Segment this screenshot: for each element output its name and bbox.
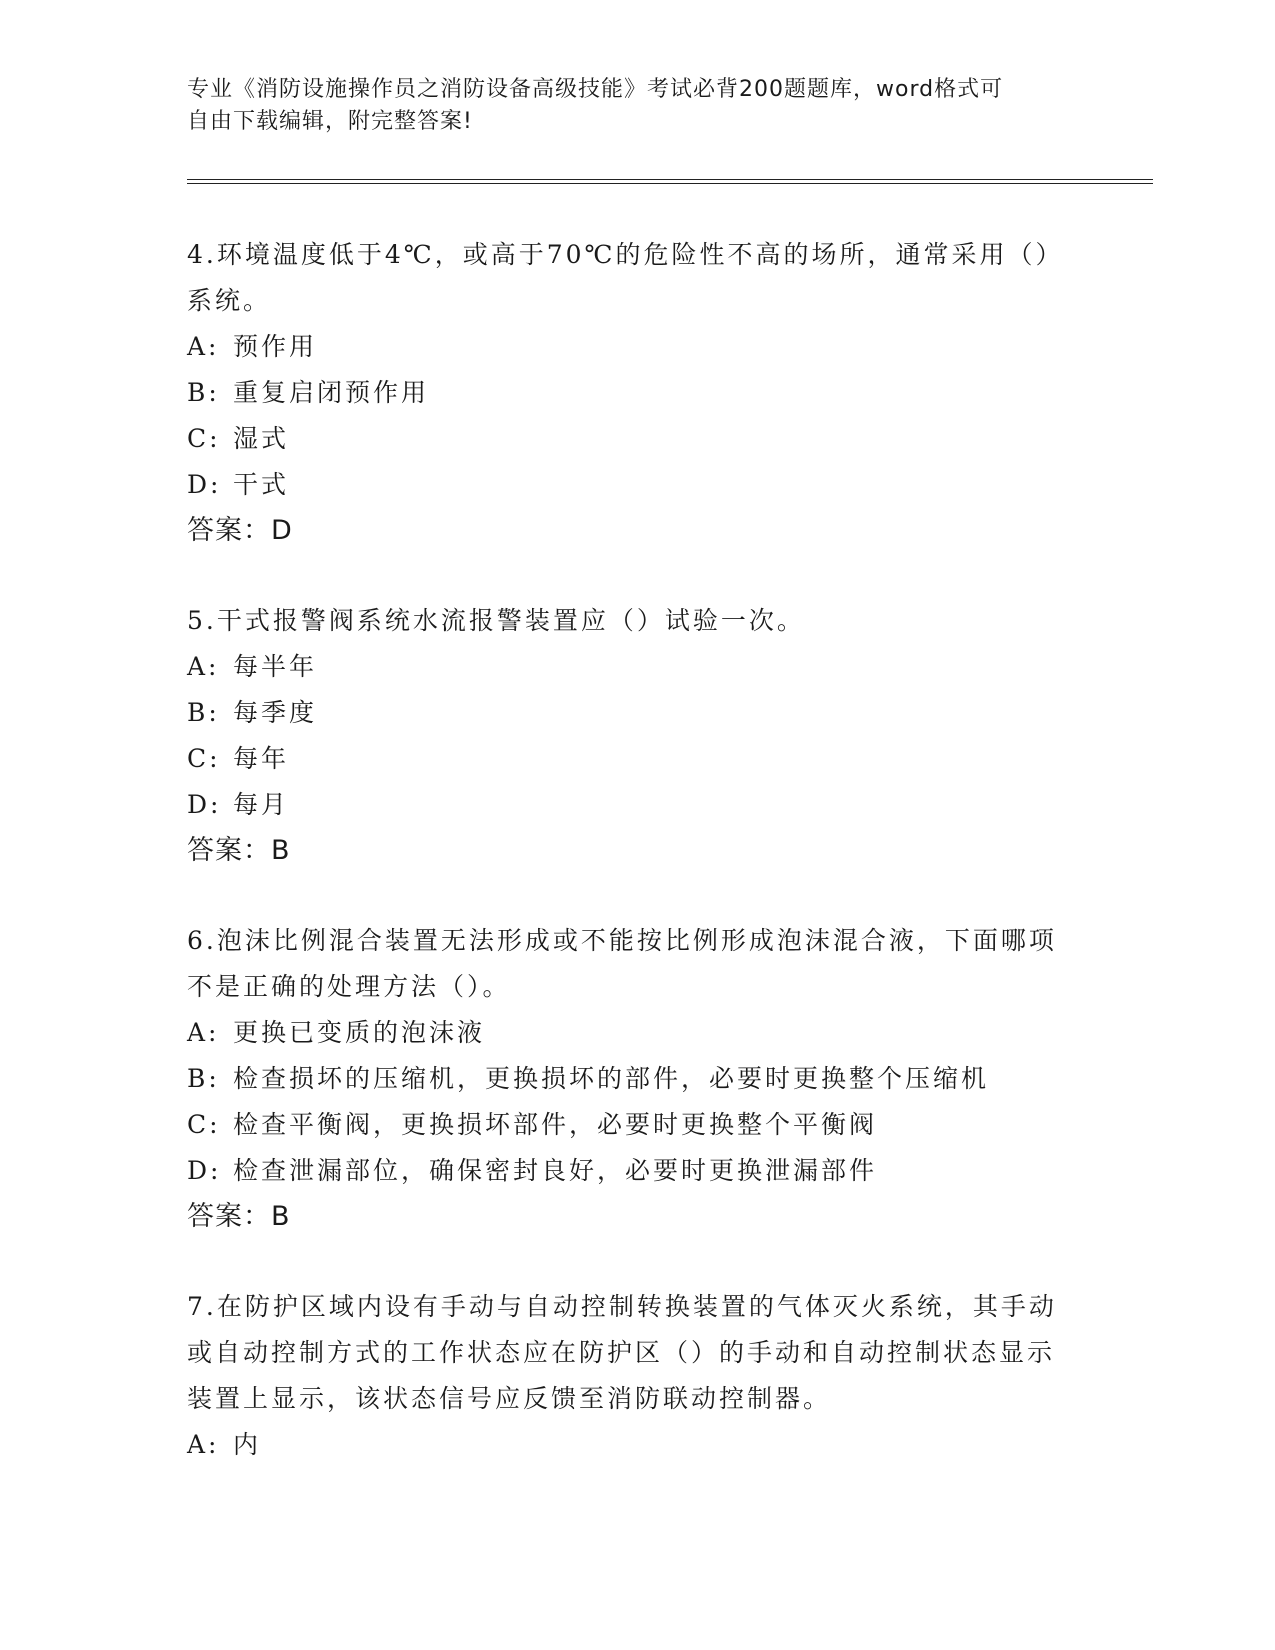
- option-text: 检查泄漏部位，确保密封良好，必要时更换泄漏部件: [233, 1156, 878, 1185]
- option-letter: A:: [187, 652, 220, 681]
- question-4: [187, 232, 1067, 554]
- option-letter: D:: [187, 1156, 222, 1185]
- option-b: [187, 370, 1067, 416]
- question-6: [187, 918, 1067, 1240]
- option-letter: A:: [187, 1018, 220, 1047]
- question-text: 6.泡沫比例混合装置无法形成或不能按比例形成泡沫混合液，下面哪项不是正确的处理方法（）。: [187, 926, 1057, 1001]
- option-text: 预作用: [233, 332, 318, 361]
- header-line-2: 自由下载编辑，附完整答案!: [187, 109, 473, 134]
- option-b: [187, 690, 1067, 736]
- option-d: [187, 1148, 1067, 1194]
- question-5: [187, 598, 1067, 874]
- option-text: 内: [233, 1430, 262, 1459]
- option-text: 每季度: [233, 698, 318, 727]
- option-a: [187, 1010, 1067, 1056]
- option-d: [187, 462, 1067, 508]
- option-a: [187, 324, 1067, 370]
- option-letter: A:: [187, 1430, 220, 1459]
- option-a: [187, 644, 1067, 690]
- option-text: 每月: [233, 790, 290, 819]
- option-c: [187, 736, 1067, 782]
- header-divider-bottom: [187, 183, 1153, 184]
- option-letter: B:: [187, 698, 220, 727]
- question-list: [187, 232, 1067, 1512]
- option-letter: B:: [187, 378, 220, 407]
- option-text: 每年: [233, 744, 290, 773]
- option-text: 检查损坏的压缩机，更换损坏的部件，必要时更换整个压缩机: [233, 1064, 990, 1093]
- option-b: [187, 1056, 1067, 1102]
- option-letter: B:: [187, 1064, 220, 1093]
- option-text: 重复启闭预作用: [233, 378, 430, 407]
- option-letter: D:: [187, 790, 222, 819]
- option-letter: C:: [187, 1110, 221, 1139]
- option-text: 检查平衡阀，更换损坏部件，必要时更换整个平衡阀: [233, 1110, 878, 1139]
- question-text: 7.在防护区域内设有手动与自动控制转换装置的气体灭火系统，其手动或自动控制方式的工作状态应在防护区（）的手动和自动控制状态显示装置上显示，该状态信号应反馈至消防联动控制器。: [187, 1292, 1057, 1413]
- option-c: [187, 1102, 1067, 1148]
- answer-label: 答案：B: [187, 1201, 291, 1232]
- answer-label: 答案：D: [187, 515, 293, 546]
- option-letter: D:: [187, 470, 222, 499]
- option-text: 每半年: [233, 652, 318, 681]
- option-text: 干式: [233, 470, 290, 499]
- option-a: [187, 1422, 1067, 1468]
- answer-label: 答案：B: [187, 835, 291, 866]
- document-header: [187, 74, 1067, 138]
- question-7: [187, 1284, 1067, 1468]
- option-letter: A:: [187, 332, 220, 361]
- option-d: [187, 782, 1067, 828]
- option-letter: C:: [187, 424, 221, 453]
- option-text: 湿式: [233, 424, 290, 453]
- question-text: 5.干式报警阀系统水流报警装置应（）试验一次。: [187, 606, 805, 635]
- option-c: [187, 416, 1067, 462]
- question-text: 4.环境温度低于4℃，或高于70℃的危险性不高的场所，通常采用（）系统。: [187, 240, 1064, 315]
- header-line-1: 专业《消防设施操作员之消防设备高级技能》考试必背200题题库，word格式可: [187, 77, 1004, 102]
- option-letter: C:: [187, 744, 221, 773]
- option-text: 更换已变质的泡沫液: [233, 1018, 486, 1047]
- header-divider-top: [187, 179, 1153, 180]
